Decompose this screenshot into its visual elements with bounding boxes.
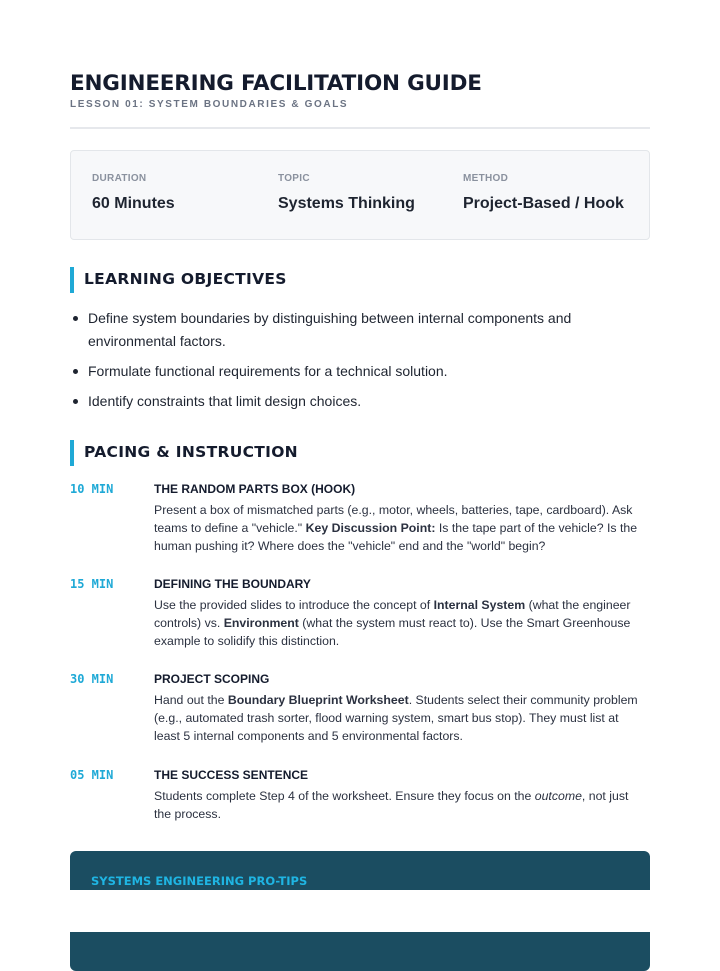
objectives-heading (70, 267, 287, 293)
page-bottom-cutoff (0, 890, 720, 932)
header-divider (70, 127, 650, 129)
page-title: ENGINEERING FACILITATION GUIDE (70, 71, 482, 96)
objective-text: Define system boundaries by distinguishing between internal components and environmental factors. (88, 310, 572, 349)
list-item (70, 360, 630, 383)
step-description: Present a box of mismatched parts (e.g., motor, wheels, batteries, tape, cardboard). Ask teams to define a "vehicle." Key Discussion Point: Is the tape part of the vehicle? Is the human pushing it? Where does the "vehicle" end and the "world" begin? (154, 503, 638, 553)
pacing-heading (70, 440, 298, 466)
meta-value: Project-Based / Hook (463, 195, 624, 212)
step-body (154, 482, 644, 555)
bullet-icon (73, 399, 78, 404)
meta-value: Systems Thinking (278, 195, 415, 212)
bullet-icon (73, 369, 78, 374)
step-duration: 15 MIN (70, 577, 114, 591)
objective-text: Formulate functional requirements for a technical solution. (88, 363, 448, 379)
meta-duration (92, 173, 175, 213)
pro-tips-title: SYSTEMS ENGINEERING PRO-TIPS (91, 874, 308, 888)
meta-topic (278, 173, 415, 213)
step-title: THE SUCCESS SENTENCE (154, 768, 309, 782)
step-duration: 10 MIN (70, 482, 114, 496)
step-description: Students complete Step 4 of the worksheet. Ensure they focus on the outcome, not just the process. (154, 789, 629, 821)
step-duration: 05 MIN (70, 768, 114, 782)
step-duration: 30 MIN (70, 672, 114, 686)
section-heading-text: LEARNING OBJECTIVES (84, 270, 287, 288)
section-heading-text: PACING & INSTRUCTION (84, 443, 298, 461)
lesson-meta-card (70, 150, 650, 240)
meta-value: 60 Minutes (92, 195, 175, 212)
step-title: PROJECT SCOPING (154, 672, 270, 686)
lesson-subtitle: LESSON 01: SYSTEM BOUNDARIES & GOALS (70, 99, 349, 110)
bullet-icon (73, 316, 78, 321)
step-body (154, 577, 644, 650)
meta-method (463, 173, 624, 213)
meta-label: METHOD (463, 173, 509, 184)
list-item (70, 390, 630, 413)
step-body (154, 672, 644, 745)
meta-label: TOPIC (278, 173, 310, 184)
step-description: Hand out the Boundary Blueprint Worksheet. Students select their community problem (e.g., automated trash sorter, flood warning system, smart bus stop). They must list at least 5 internal components and 5 environmental factors. (154, 693, 638, 743)
objectives-list (70, 307, 630, 420)
meta-label: DURATION (92, 173, 147, 184)
step-body (154, 768, 644, 823)
step-description: Use the provided slides to introduce the concept of Internal System (what the engineer controls) vs. Environment (what the system must react to). Use the Smart Greenhouse example to solidify this distinction. (154, 598, 631, 648)
step-title: DEFINING THE BOUNDARY (154, 577, 311, 591)
objective-text: Identify constraints that limit design choices. (88, 393, 362, 409)
list-item (70, 307, 630, 353)
step-title: THE RANDOM PARTS BOX (HOOK) (154, 482, 356, 496)
